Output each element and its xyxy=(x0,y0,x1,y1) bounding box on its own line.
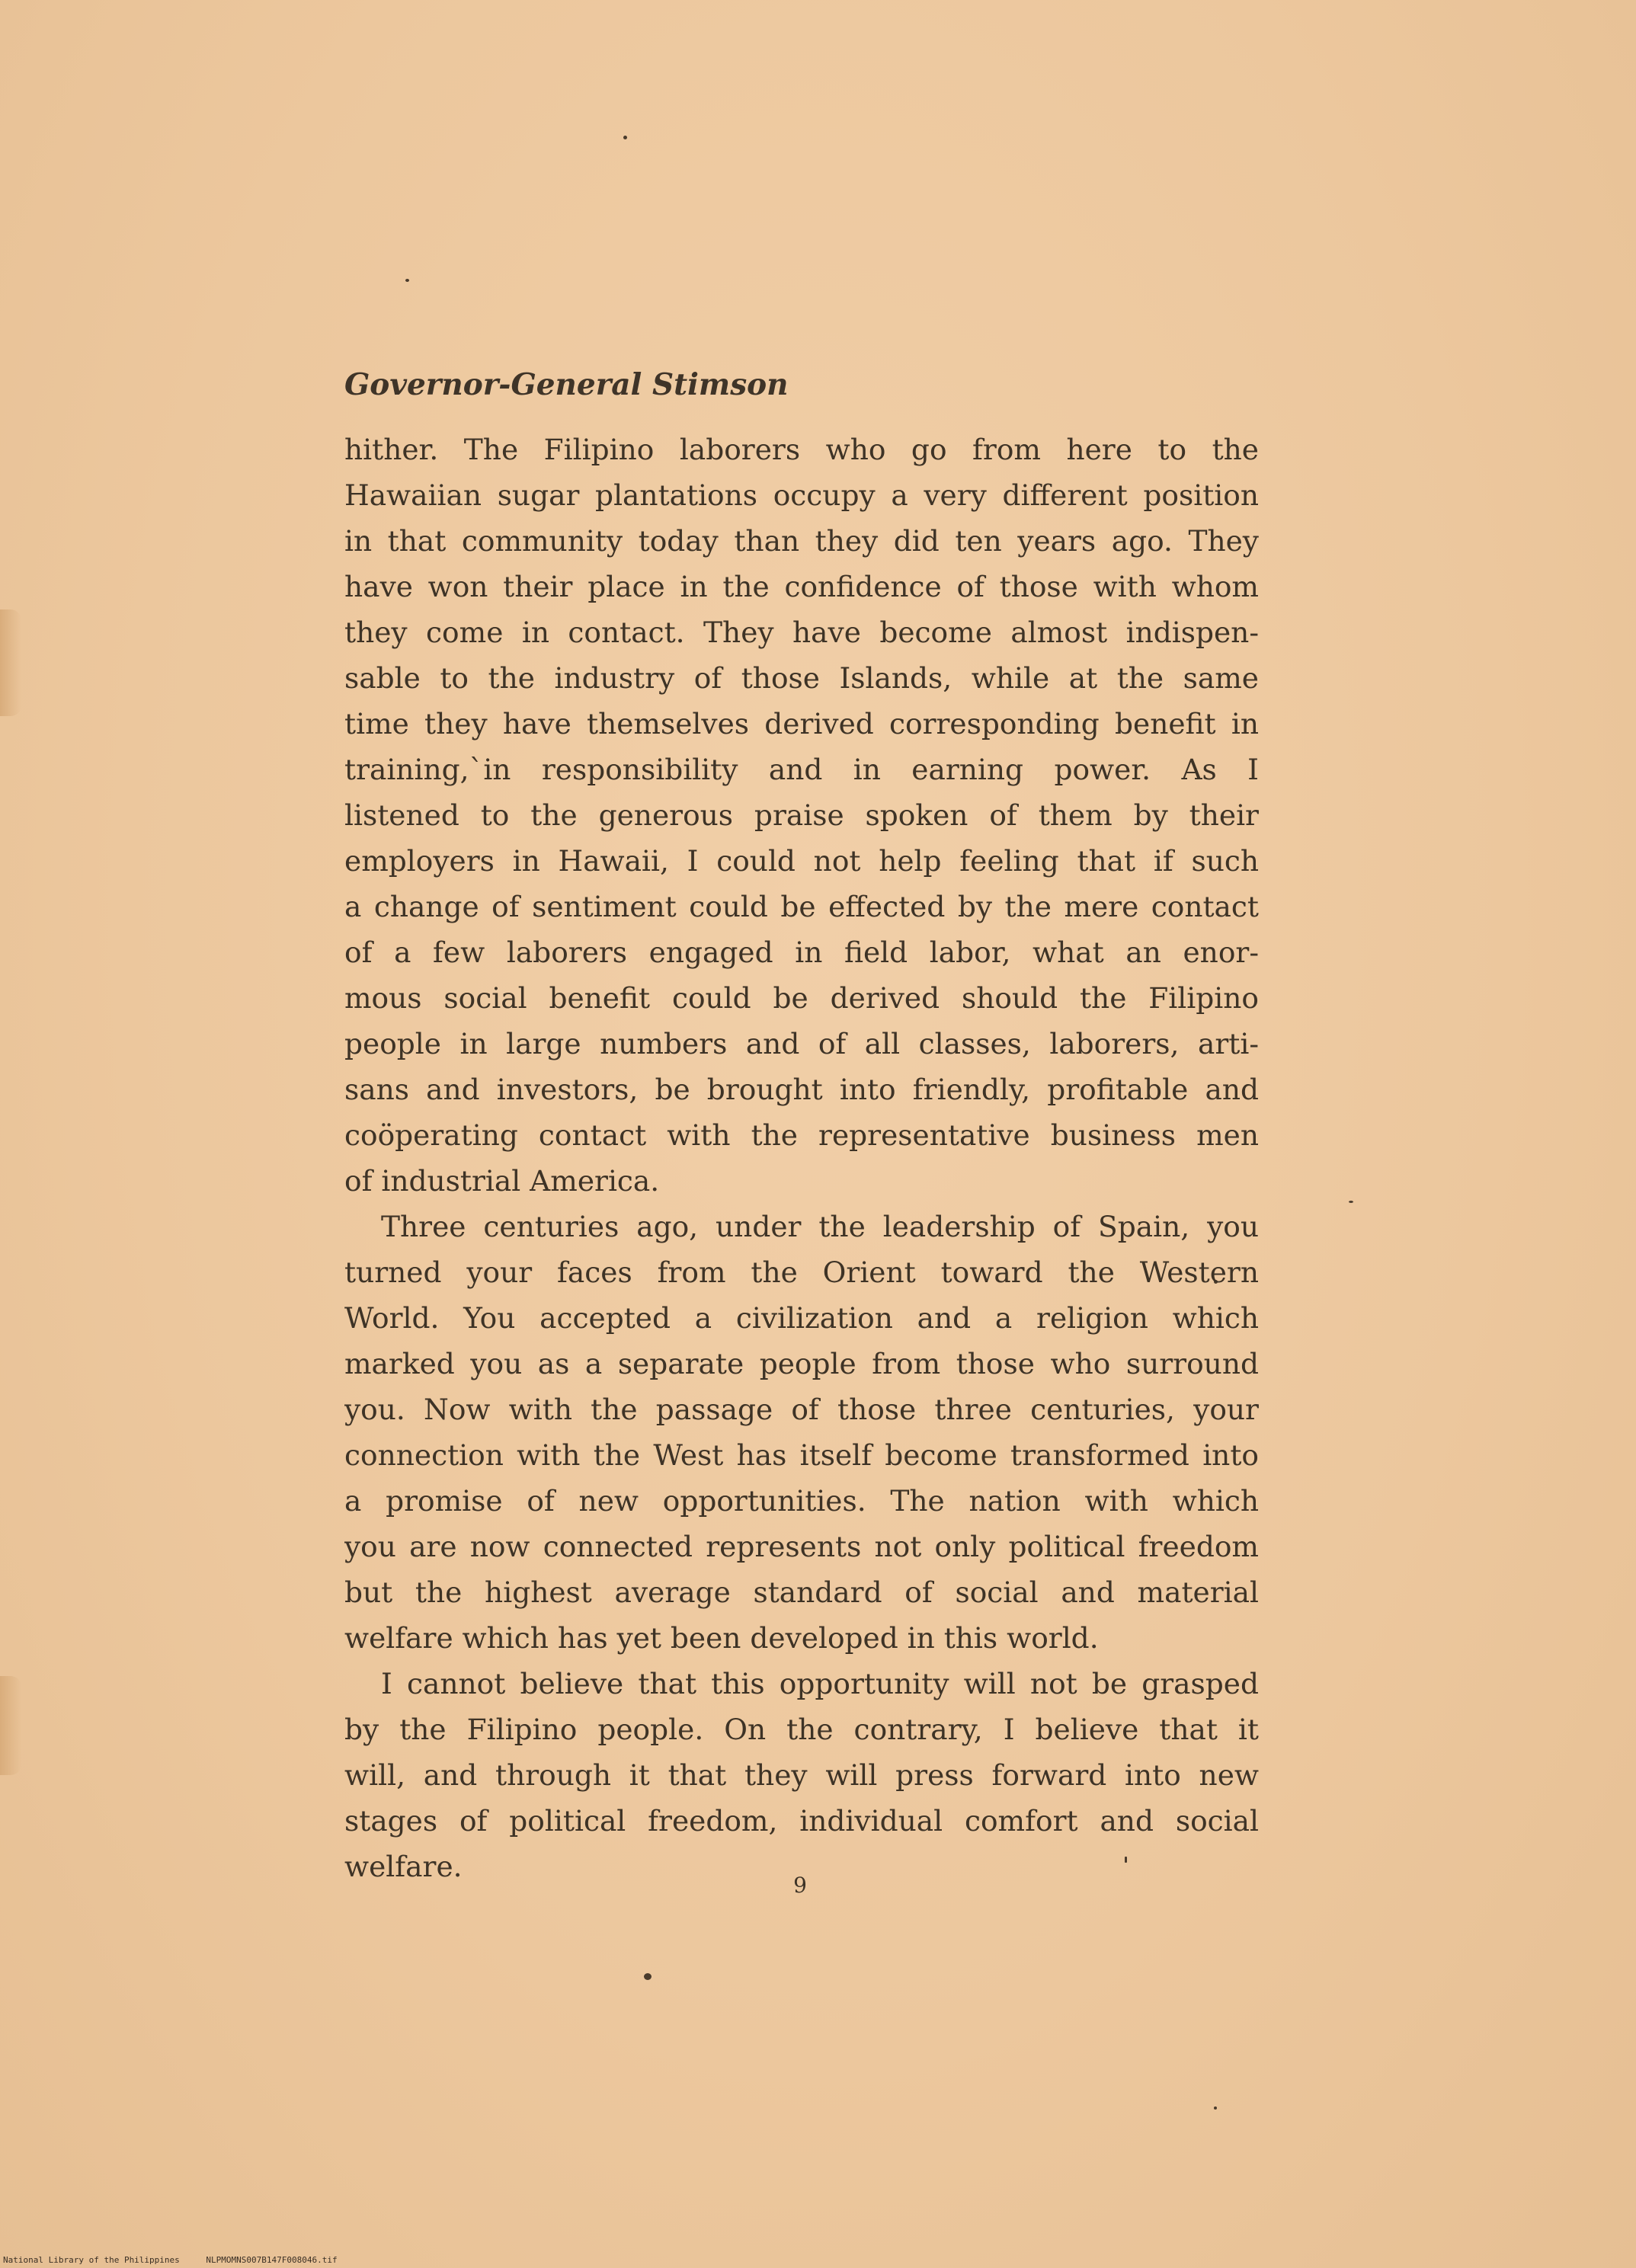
text-line: listened to the generous praise spoken of them by their xyxy=(344,798,1259,832)
scan-filename: NLPMOMNS007B147F008046.tif xyxy=(206,2255,338,2265)
paragraph-start-line: I cannot believe that this opportunity will not be grasped xyxy=(381,1667,1259,1700)
text-line: sans and investors, be brought into friendly, profitable and xyxy=(344,1073,1259,1106)
text-line: by the Filipino people. On the contrary, I believe that it xyxy=(344,1713,1259,1746)
body-text xyxy=(344,427,1259,1889)
text-line: coöperating contact with the representative business men xyxy=(344,1118,1259,1152)
text-line: time they have themselves derived corresponding benefit in xyxy=(344,707,1259,741)
text-line: hither. The Filipino laborers who go from here to the xyxy=(344,433,1259,466)
text-line: a change of sentiment could be effected by the mere contact xyxy=(344,890,1259,923)
text-line: but the highest average standard of social and material xyxy=(344,1575,1259,1609)
text-line: World. You accepted a civilization and a religion which xyxy=(344,1301,1259,1335)
speck xyxy=(1214,2106,1217,2110)
speck xyxy=(405,279,409,282)
paragraph-end-line: welfare which has yet been developed in this world. xyxy=(344,1621,1099,1655)
text-line: employers in Hawaii, I could not help feeling that if such xyxy=(344,844,1259,878)
text-line: they come in contact. They have become almost indispen- xyxy=(344,616,1259,649)
text-line: will, and through it that they will press forward into new xyxy=(344,1758,1259,1792)
text-line: Hawaiian sugar plantations occupy a very different position xyxy=(344,478,1259,512)
text-line: sable to the industry of those Islands, while at the same xyxy=(344,661,1259,695)
text-line: turned your faces from the Orient toward the Western xyxy=(344,1256,1259,1289)
text-line: mous social benefit could be derived should the Filipino xyxy=(344,981,1259,1015)
text-line: you are now connected represents not only political freedom xyxy=(344,1530,1259,1563)
speck xyxy=(623,136,627,139)
text-line: of a few laborers engaged in field labor, what an enor- xyxy=(344,936,1259,969)
text-line: people in large numbers and of all classes, laborers, arti- xyxy=(344,1027,1259,1060)
page-number: 9 xyxy=(793,1873,807,1898)
text-line: stages of political freedom, individual comfort and social xyxy=(344,1804,1259,1838)
text-line: marked you as a separate people from those who surround xyxy=(344,1347,1259,1380)
text-line: have won their place in the confidence of those with whom xyxy=(344,570,1259,603)
paragraph-end-line: welfare. xyxy=(344,1850,463,1883)
text-line: a promise of new opportunities. The nation with which xyxy=(344,1484,1259,1518)
speck xyxy=(1349,1201,1353,1203)
text-line: you. Now with the passage of those three centuries, your xyxy=(344,1393,1259,1426)
scan-footer xyxy=(3,2255,359,2265)
edge-stain xyxy=(0,1676,21,1775)
speck xyxy=(644,1973,652,1980)
text-line: in that community today than they did ten years ago. They xyxy=(344,524,1259,558)
edge-stain xyxy=(0,609,21,716)
running-head: Governor-General Stimson xyxy=(344,367,789,402)
paragraph-end-line: of industrial America. xyxy=(344,1164,660,1198)
text-line: training,`in responsibility and in earning power. As I xyxy=(344,753,1259,786)
paragraph-start-line: Three centuries ago, under the leadership of Spain, you xyxy=(381,1210,1259,1243)
library-credit: National Library of the Philippines xyxy=(3,2255,180,2265)
text-line: connection with the West has itself become transformed into xyxy=(344,1438,1259,1472)
